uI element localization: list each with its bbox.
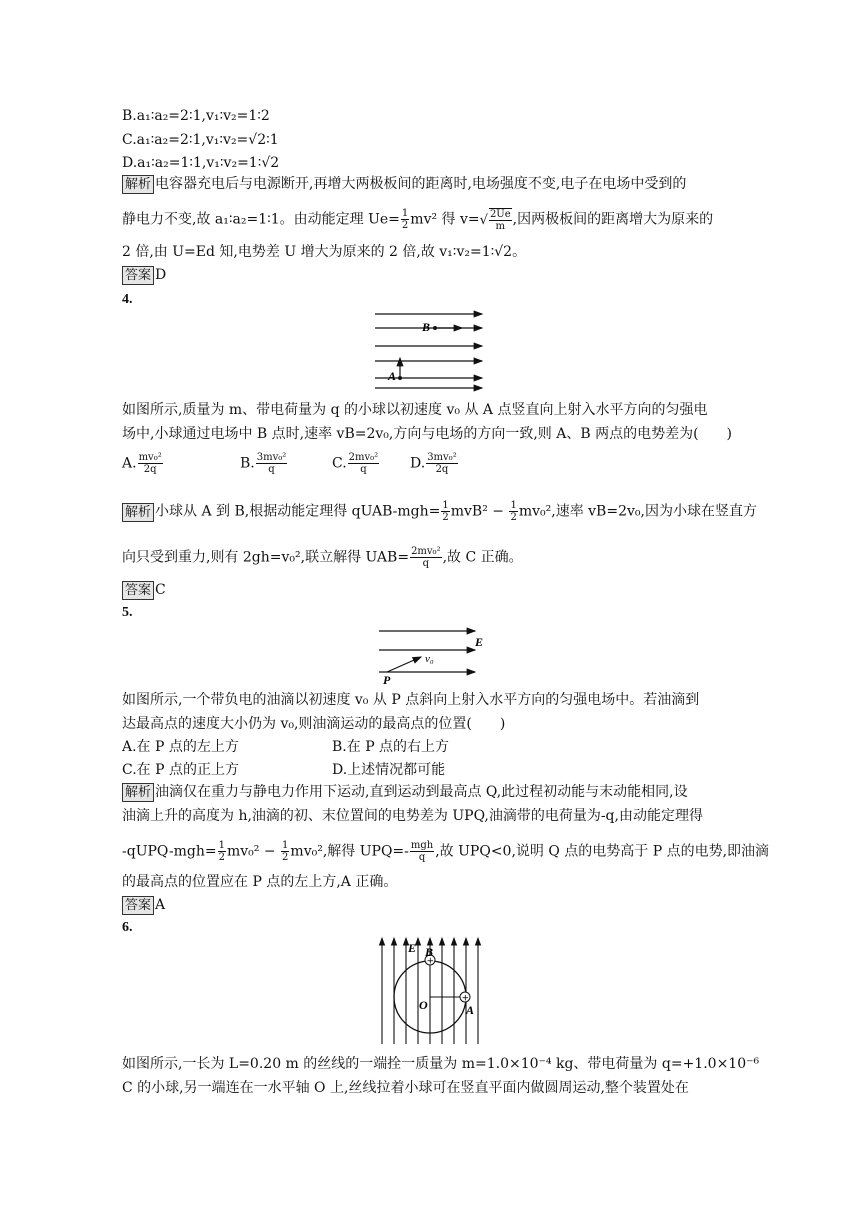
q5-analysis-line-1: 解析 油滴仅在重力与静电力作用下运动,直到运动到最高点 Q,此过程初动能与末动能相同,设 [122,782,688,802]
q5-option-c: C.在 P 点的正上方 [122,762,239,778]
q5-option-a: A.在 P 点的左上方 [122,739,239,755]
svg-text:+: + [461,993,470,1004]
q5-option-d: D.上述情况都可能 [332,762,446,778]
q6-label-e: E [408,941,417,955]
q4-analysis-line-1: 解析 小球从 A 到 B,根据动能定理得 qUAB-mgh= $\frac{1}{2}$ mvB² − $\frac{1}{2}$ mv₀²,速率 vB=2v₀,因为小球在竖直方 [122,500,757,523]
svg-text:+: + [426,956,435,967]
fraction-one-half: $\frac{1}{2}$ [401,208,409,231]
analysis-tag: 解析 [122,503,154,522]
q5-analysis-line-4: 的最高点的位置应在 P 点的左上方,A 正确。 [122,874,398,890]
analysis-tag: 解析 [122,175,154,194]
analysis-tag: 解析 [122,783,154,802]
q6-field-figure [376,934,488,1046]
answer-tag: 答案 [122,581,154,600]
q4-analysis-line-2: 向只受到重力,则有 2gh=v₀²,联立解得 UAB= $\frac{\text{2mv₀²}}{q}$ ,故 C 正确。 [122,546,523,569]
q3-analysis-line-1: 解析 电容器充电后与电源断开,再增大两极板间的距离时,电场强度不变,电子在电场中受到的 [122,174,686,194]
q4-number: 4. [122,292,133,307]
q6-stem-2: C 的小球,另一端连在一水平轴 O 上,丝线拉着小球可在竖直平面内做圆周运动,整个装置处在 [122,1080,689,1096]
q4-option-c: C. $\frac{\text{2mv₀²}}{q}$ [332,452,379,475]
q5-label-v0: v₀ [425,653,434,665]
q4-option-b: B. $\frac{\text{3mv₀²}}{q}$ [240,452,287,475]
q6-label-b: B [425,945,434,959]
q3-analysis-line-2: 静电力不变,故 a₁∶a₂=1∶1。由动能定理 Ue= $\frac{1}{2}$ mv² 得 v=√ $\frac{2Ue}{m}$ ,因两极板间的距离增大为原来的 [122,208,714,232]
q4-label-a: A [388,369,397,383]
q6-label-a: A [466,1003,475,1017]
q5-stem-1: 如图所示,一个带负电的油滴以初速度 v₀ 从 P 点斜向上射入水平方向的匀强电场中。若油滴到 [122,692,700,708]
q5-analysis-line-3: -qUPQ-mgh= $\frac{1}{2}$ mv₀² − $\frac{1}{2}$ mv₀²,解得 UPQ=- $\frac{\text{mgh}}{q}$ ,故 UPQ<0,说明 Q 点的电势高于 P 点的电势,即油滴 [122,840,770,863]
q4-options [122,452,459,475]
q6-label-o: O [419,998,428,1012]
q5-label-e: E [475,635,484,649]
q5-option-b: B.在 P 点的右上方 [332,739,450,755]
q4-stem-2: 场中,小球通过电场中 B 点时,速率 vB=2v₀,方向与电场的方向一致,则 A、B 两点的电势差为( ) [122,426,733,442]
q4-stem-1: 如图所示,质量为 m、带电荷量为 q 的小球以初速度 v₀ 从 A 点竖直向上射入水平方向的匀强电 [122,402,708,418]
q5-field-figure [375,624,495,684]
q5-stem-2: 达最高点的速度大小仍为 v₀,则油滴运动的最高点的位置( ) [122,716,506,732]
q5-number: 5. [122,605,133,620]
q3-option-d: D.a₁∶a₂=1∶1,v₁∶v₂=1∶√2 [122,155,280,171]
q4-label-b: B [422,320,431,334]
q5-analysis-line-2: 油滴上升的高度为 h,油滴的初、末位置间的电势差为 UPQ,油滴带的电荷量为-q,由动能定理得 [122,808,703,824]
q5-options-row-2 [122,760,445,780]
answer-tag: 答案 [122,266,154,285]
q3-answer: 答案 D [122,265,166,285]
q5-answer: 答案 A [122,895,165,915]
q3-option-c: C.a₁∶a₂=2∶1,v₁∶v₂=√2∶1 [122,132,279,148]
q6-stem-1: 如图所示,一长为 L=0.20 m 的丝线的一端拴一质量为 m=1.0×10⁻⁴ kg、带电荷量为 q=+1.0×10⁻⁶ [122,1056,760,1072]
q4-option-d: D. $\frac{\text{3mv₀²}}{2q}$ [410,452,457,475]
q4-field-figure [370,306,490,392]
answer-tag: 答案 [122,896,154,915]
q3-analysis-line-3: 2 倍,由 U=Ed 知,电势差 U 增大为原来的 2 倍,故 v₁∶v₂=1∶√2。 [122,244,527,260]
q5-options-row-1 [122,737,449,757]
q5-label-p: P [383,673,391,684]
q6-number: 6. [122,920,133,935]
q4-answer: 答案 C [122,580,166,600]
q4-option-a: A. $\frac{\text{mv₀²}}{2q}$ [122,452,162,475]
sqrt-expression: √ $\frac{2Ue}{m}$ [479,209,511,232]
q3-option-b: B.a₁∶a₂=2∶1,v₁∶v₂=1∶2 [122,108,270,124]
